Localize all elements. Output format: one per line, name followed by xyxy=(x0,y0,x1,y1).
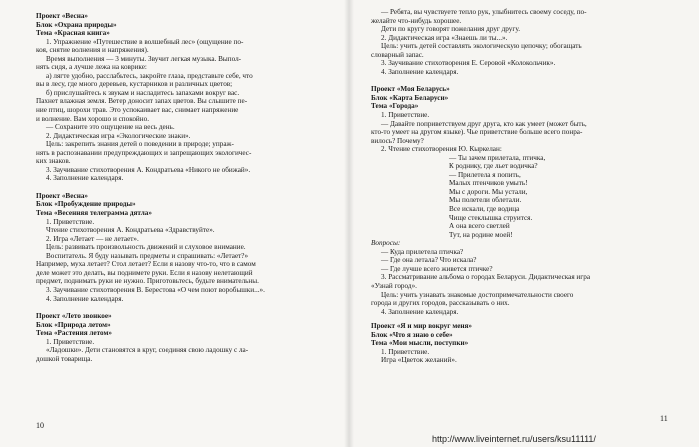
left-text-line: — Сохраните это ощущение на весь день. xyxy=(46,123,175,132)
left-text-line: ких знаков. xyxy=(36,157,71,166)
poem-line: — Прилетела я попить, xyxy=(449,170,521,179)
left-text-line: деле может это делать, вы поднимете руки. Если я назову нелетающий xyxy=(36,268,253,277)
right-text-line: 4. Заполнение календаря. xyxy=(381,307,459,316)
right-text-line: «Узнай город». xyxy=(371,281,417,290)
left-text-heading: Проект «Лето звонкое» xyxy=(36,312,112,321)
left-text-line: 4. Заполнение календаря. xyxy=(46,294,124,303)
left-text-line: нять сидя, а лучше лежа на коврике: xyxy=(36,63,147,72)
left-text-line: 2. Игра «Летает — не летает». xyxy=(46,234,139,243)
right-text-heading: Проект «Я и мир вокруг меня» xyxy=(371,322,473,331)
right-text-line: 1. Приветствие. xyxy=(381,347,430,356)
poem-line: А она всего светлей xyxy=(449,222,510,231)
right-text-heading: Тема «Города» xyxy=(371,102,419,111)
poem xyxy=(371,154,681,239)
right-text-line: 2. Чтение стихотворения Ю. Кыркелан: xyxy=(381,145,502,154)
right-text-heading: Блок «Карта Беларуси» xyxy=(371,93,449,102)
left-text-line: Чтение стихотворения А. Кондратьева «Здравствуйте». xyxy=(46,226,215,235)
poem-line: — Ты зачем прилетала, птичка, xyxy=(449,153,546,162)
left-text-line: и волнение. Вам хорошо и спокойно. xyxy=(36,114,150,123)
left-text-line: Пахнет влажная земля. Ветер доносит запах цветов. Вы слышите пе- xyxy=(36,97,248,106)
poem-line: Чище стеклышка струится. xyxy=(449,213,533,222)
left-text-line: «Ладошки». Дети становятся в круг, соединяя свою ладошку с ла- xyxy=(46,346,249,355)
right-text-line: словарный запас. xyxy=(371,50,424,59)
right-text-line: — Куда прилетела птичка? xyxy=(381,247,464,256)
left-text-line: 1. Приветствие. xyxy=(46,337,95,346)
left-text-line: дошкой товарища. xyxy=(36,354,93,363)
left-text-line: 1. Приветствие. xyxy=(46,217,95,226)
right-text-line: желайте что-нибудь хорошее. xyxy=(371,16,462,25)
right-text-line: вилось? Почему? xyxy=(371,136,424,145)
poem-line: Тут, на родине моей! xyxy=(449,230,513,239)
left-text-line: а) лягте удобно, расслабьтесь, закройте глаза, представьте себе, что xyxy=(46,71,253,80)
right-text-heading: Проект «Моя Беларусь» xyxy=(371,85,450,94)
right-text-line: — Где лучше всего живется птичке? xyxy=(381,264,493,273)
left-text-heading: Тема «Весенняя телеграмма дятла» xyxy=(36,209,152,218)
right-text-line: Вопросы: xyxy=(371,239,401,248)
left-text-line: 3. Заучивание стихотворения В. Берестова «О чем поют воробышки...». xyxy=(46,285,265,294)
right-text-line: кто-то умеет на другом языке). Чье приветствие больше всего понра- xyxy=(371,128,583,137)
right-text-line: — Ребята, вы чувствуете тепло рук, улыбнитесь своему соседу, по- xyxy=(381,8,587,16)
right-text-line: 2. Дидактическая игра «Знаешь ли ты...». xyxy=(381,33,508,42)
left-text-line: предмет, поднимать руки не нужно. Приготовьтесь, будьте внимательны. xyxy=(36,277,259,286)
right-text-line: 3. Рассматривание альбома о городах Беларуси. Дидактическая игра xyxy=(381,273,591,282)
left-text-line: Например, муха летает? Стол летает? Если я назову что-то, что в самом xyxy=(36,260,256,269)
right-text-heading: Блок «Что я знаю о себе» xyxy=(371,330,453,339)
right-text-line: Цель: учить узнавать знакомые достопримечательности своего xyxy=(381,290,574,299)
spacer xyxy=(36,303,339,312)
left-text-line: Цель: закрепить знания детей о поведении в природе; упраж- xyxy=(46,140,234,149)
left-text-line: б) прислушайтесь к звукам и насладитесь запахами вокруг вас. xyxy=(46,88,240,97)
right-page-text-2 xyxy=(371,239,681,365)
left-page-text xyxy=(36,12,339,363)
book-gutter xyxy=(344,0,354,447)
page-number-left: 10 xyxy=(36,421,44,430)
watermark-url[interactable]: http://www.liveinternet.ru/users/ksu11111/ xyxy=(432,434,596,444)
left-text-heading: Блок «Пробуждение природы» xyxy=(36,200,136,209)
right-text-line: Дети по кругу говорят пожелания друг другу. xyxy=(381,25,521,34)
left-text-heading: Проект «Весна» xyxy=(36,191,89,200)
left-text-heading: Тема «Растения летом» xyxy=(36,329,113,338)
right-text-line: 4. Заполнение календаря. xyxy=(381,67,459,76)
left-text-heading: Блок «Охрана природы» xyxy=(36,20,117,29)
left-text-heading: Тема «Красная книга» xyxy=(36,29,110,38)
spacer xyxy=(371,76,681,85)
right-page xyxy=(349,0,699,447)
poem-line: Все искали, где водица xyxy=(449,205,520,214)
left-text-line: нять в распознавании предупреждающих и запрещающих экологичес- xyxy=(36,148,252,157)
right-text-line: — Где она летала? Что искала? xyxy=(381,256,477,265)
right-page-text xyxy=(371,8,681,154)
left-text-line: Время выполнения — 3 минуты. Звучит легкая музыка. Выпол- xyxy=(46,54,242,63)
left-text-line: 2. Дидактическая игра «Экологические знаки». xyxy=(46,131,191,140)
poem-line: Малых птенчиков умыть! xyxy=(449,179,528,188)
right-text-line: 1. Приветствие. xyxy=(381,111,430,120)
left-text-heading: Блок «Природа летом» xyxy=(36,320,111,329)
left-page xyxy=(0,0,349,447)
left-text-line: вы в лесу, где много деревьев, кустарников и различных цветов; xyxy=(36,80,233,89)
poem-line: Мы полетели облетали. xyxy=(449,196,522,205)
left-text-line: Воспитатель. Я буду называть предметы и спрашивать: «Летает?» xyxy=(46,251,249,260)
left-text-line: ние птиц, шорохи трав. Это успокаивает вас, снимает напряжение xyxy=(36,106,239,115)
poem-line: К роднику, где льет водичка? xyxy=(449,162,538,171)
left-text-line: Цель: развивать произвольность движений и слуховое внимание. xyxy=(46,243,246,252)
right-text-line: Цель: учить детей составлять экологическую цепочку; обогащать xyxy=(381,42,582,51)
poem-line: Мы с дороги. Мы устали, xyxy=(449,187,528,196)
right-text-line: Игра «Цветок желаний». xyxy=(381,356,457,365)
left-text-heading: Проект «Весна» xyxy=(36,12,89,20)
page-number-right: 11 xyxy=(660,414,668,423)
left-text-line: 3. Заучивание стихотворения А. Кондратьева «Никого не обижай». xyxy=(46,165,251,174)
right-text-heading: Тема «Мои мысли, поступки» xyxy=(371,339,469,348)
left-text-line: 1. Упражнение «Путешествие в волшебный лес» (ощущение по- xyxy=(46,37,244,46)
right-text-line: 3. Заучивание стихотворения Е. Серовой «Колокольчик». xyxy=(381,59,556,68)
right-text-line: города и других городов, рассказывать о них. xyxy=(371,299,510,308)
left-text-line: коя, снятие волнения и напряжения). xyxy=(36,46,149,55)
left-text-line: 4. Заполнение календаря. xyxy=(46,174,124,183)
right-text-line: — Давайте поприветствуем друг друга, кто как умеет (может быть, xyxy=(381,119,587,128)
spacer xyxy=(36,183,339,192)
